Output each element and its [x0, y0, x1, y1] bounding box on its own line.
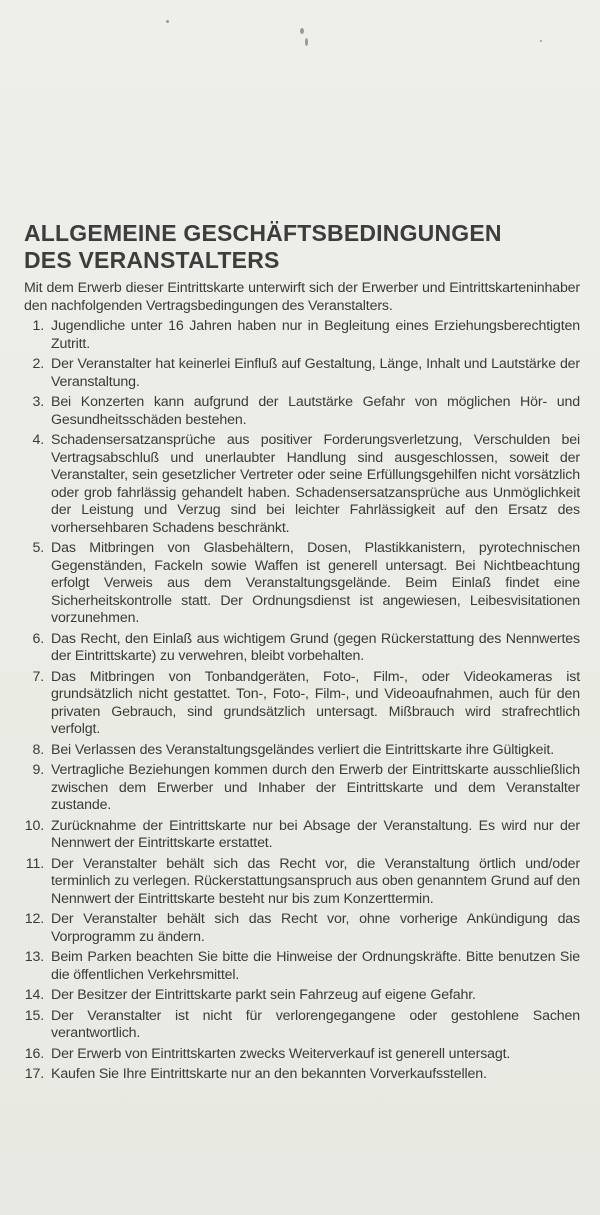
term-item: [24, 669, 580, 739]
term-item: [24, 631, 580, 666]
term-number: 8.: [32, 741, 44, 758]
term-text: Vertragliche Beziehungen kommen durch den Erwerb der Eintrittskarte ausschließlich zwischen dem Erwerber und Inhaber der Eintrittskarte und dem Veranstalter zustande.: [51, 762, 580, 813]
term-number: 13.: [24, 949, 44, 965]
term-item: [24, 1008, 580, 1043]
term-text: Bei Konzerten kann aufgrund der Lautstärke Gefahr von möglichen Hör- und Gesundheitsschäden bestehen.: [51, 394, 580, 428]
term-text: Der Veranstalter behält sich das Recht vor, die Veranstaltung örtlich und/oder terminlich zu verlegen. Rückerstattungsanspruch aus oben genanntem Grund auf den Nennwert der Eintrittskarte besteht nur bis zum Konzerttermin.: [51, 855, 580, 907]
term-text: Jugendliche unter 16 Jahren haben nur in Begleitung eines Erziehungsberechtigten Zutritt.: [51, 318, 580, 352]
terms-document: [24, 220, 580, 1087]
term-item: [24, 949, 580, 984]
term-number: 5.: [32, 540, 44, 556]
intro-paragraph: Mit dem Erwerb dieser Eintrittskarte unterwirft sich der Erwerber und Eintrittskarteninhaber den nachfolgenden Vertragsbedingungen des Veranstalters.: [24, 280, 580, 314]
term-item: [24, 540, 580, 628]
term-item: [24, 987, 580, 1005]
term-number: 6.: [32, 630, 44, 647]
term-text: Schadensersatzansprüche aus positiver Forderungsverletzung, Verschulden bei Vertragsabschluß und unerlaubter Handlung sind ausgeschlossen, soweit der Veranstalter, sein gesetzlicher Vertreter oder seine Erfüllungsgehilfen nicht vorsätzlich oder grob fahrlässig gehandelt haben. Schadensersatzansprüche aus Unmöglichkeit der Leistung und Verzug sind bei leichter Fahrlässigkeit auf den Ersatz des vorhersehbaren Schadens beschränkt.: [51, 432, 580, 536]
title-line-2: DES VERANSTALTERS: [24, 247, 280, 273]
term-text: Beim Parken beachten Sie bitte die Hinweise der Ordnungskräfte. Bitte benutzen Sie die öffentlichen Verkehrsmittel.: [51, 949, 580, 983]
term-item: [24, 356, 580, 391]
term-number: 3.: [32, 394, 44, 410]
terms-list: [24, 318, 580, 1084]
term-number: 12.: [24, 911, 44, 927]
term-item: [24, 856, 580, 909]
term-number: 9.: [32, 762, 44, 778]
term-item: [24, 394, 580, 429]
term-text: Der Veranstalter behält sich das Recht vor, ohne vorherige Ankündigung das Vorprogramm zu ändern.: [51, 911, 580, 945]
term-item: [24, 762, 580, 815]
term-number: 14.: [24, 987, 44, 1003]
term-text: Der Erwerb von Eintrittskarten zwecks Weiterverkauf ist generell untersagt.: [51, 1045, 511, 1062]
term-number: 4.: [32, 432, 44, 448]
term-number: 17.: [24, 1066, 44, 1082]
paper-speck: [540, 40, 542, 42]
term-text: Der Veranstalter ist nicht für verlorengegangene oder gestohlene Sachen verantwortlich.: [51, 1007, 580, 1041]
paper-speck: [305, 38, 308, 46]
term-item: [24, 1046, 580, 1064]
title-line-1: ALLGEMEINE GESCHÄFTSBEDINGUNGEN: [24, 220, 502, 246]
term-text: Das Recht, den Einlaß aus wichtigem Grund (gegen Rückerstattung des Nennwertes der Eintrittskarte) zu verwehren, bleibt vorbehalten.: [51, 630, 580, 664]
paper-speck: [166, 20, 169, 23]
term-item: [24, 1066, 580, 1084]
term-number: 7.: [32, 668, 44, 685]
term-item: [24, 318, 580, 353]
term-number: 15.: [24, 1007, 44, 1024]
term-item: [24, 742, 580, 760]
term-text: Der Veranstalter hat keinerlei Einfluß auf Gestaltung, Länge, Inhalt und Lautstärke der Veranstaltung.: [51, 356, 580, 390]
term-number: 11.: [25, 855, 44, 872]
term-text: Der Besitzer der Eintrittskarte parkt sein Fahrzeug auf eigene Gefahr.: [51, 987, 476, 1003]
term-text: Bei Verlassen des Veranstaltungsgeländes verliert die Eintrittskarte ihre Gültigkeit.: [51, 741, 555, 758]
term-item: [24, 818, 580, 853]
term-item: [24, 432, 580, 537]
term-item: [24, 911, 580, 946]
paper-speck: [300, 28, 304, 34]
term-number: 1.: [32, 318, 44, 334]
term-text: Zurücknahme der Eintrittskarte nur bei Absage der Veranstaltung. Es wird nur der Nennwert der Eintrittskarte erstattet.: [51, 817, 580, 851]
term-text: Das Mitbringen von Glasbehältern, Dosen, Plastikkanistern, pyrotechnischen Gegenständen, Fackeln sowie Waffen ist generell untersagt. Bei Nichtbeachtung erfolgt Verweis aus dem Veranstaltungsgelände. Beim Einlaß findet eine Sicherheitskontrolle statt. Der Ordnungsdienst ist angewiesen, Leibesvisitationen vorzunehmen.: [51, 540, 580, 626]
document-title: [24, 220, 580, 274]
term-number: 10.: [24, 817, 44, 834]
term-text: Kaufen Sie Ihre Eintrittskarte nur an den bekannten Vorverkaufsstellen.: [51, 1066, 487, 1082]
term-text: Das Mitbringen von Tonbandgeräten, Foto-, Film-, oder Videokameras ist grundsätzlich nicht gestattet. Ton-, Foto-, Film-, und Videoaufnahmen, auch für den privaten Gebrauch, sind grundsätzlich untersagt. Mißbrauch wird strafrechtlich verfolgt.: [51, 668, 580, 737]
term-number: 16.: [24, 1045, 44, 1062]
term-number: 2.: [32, 356, 44, 372]
